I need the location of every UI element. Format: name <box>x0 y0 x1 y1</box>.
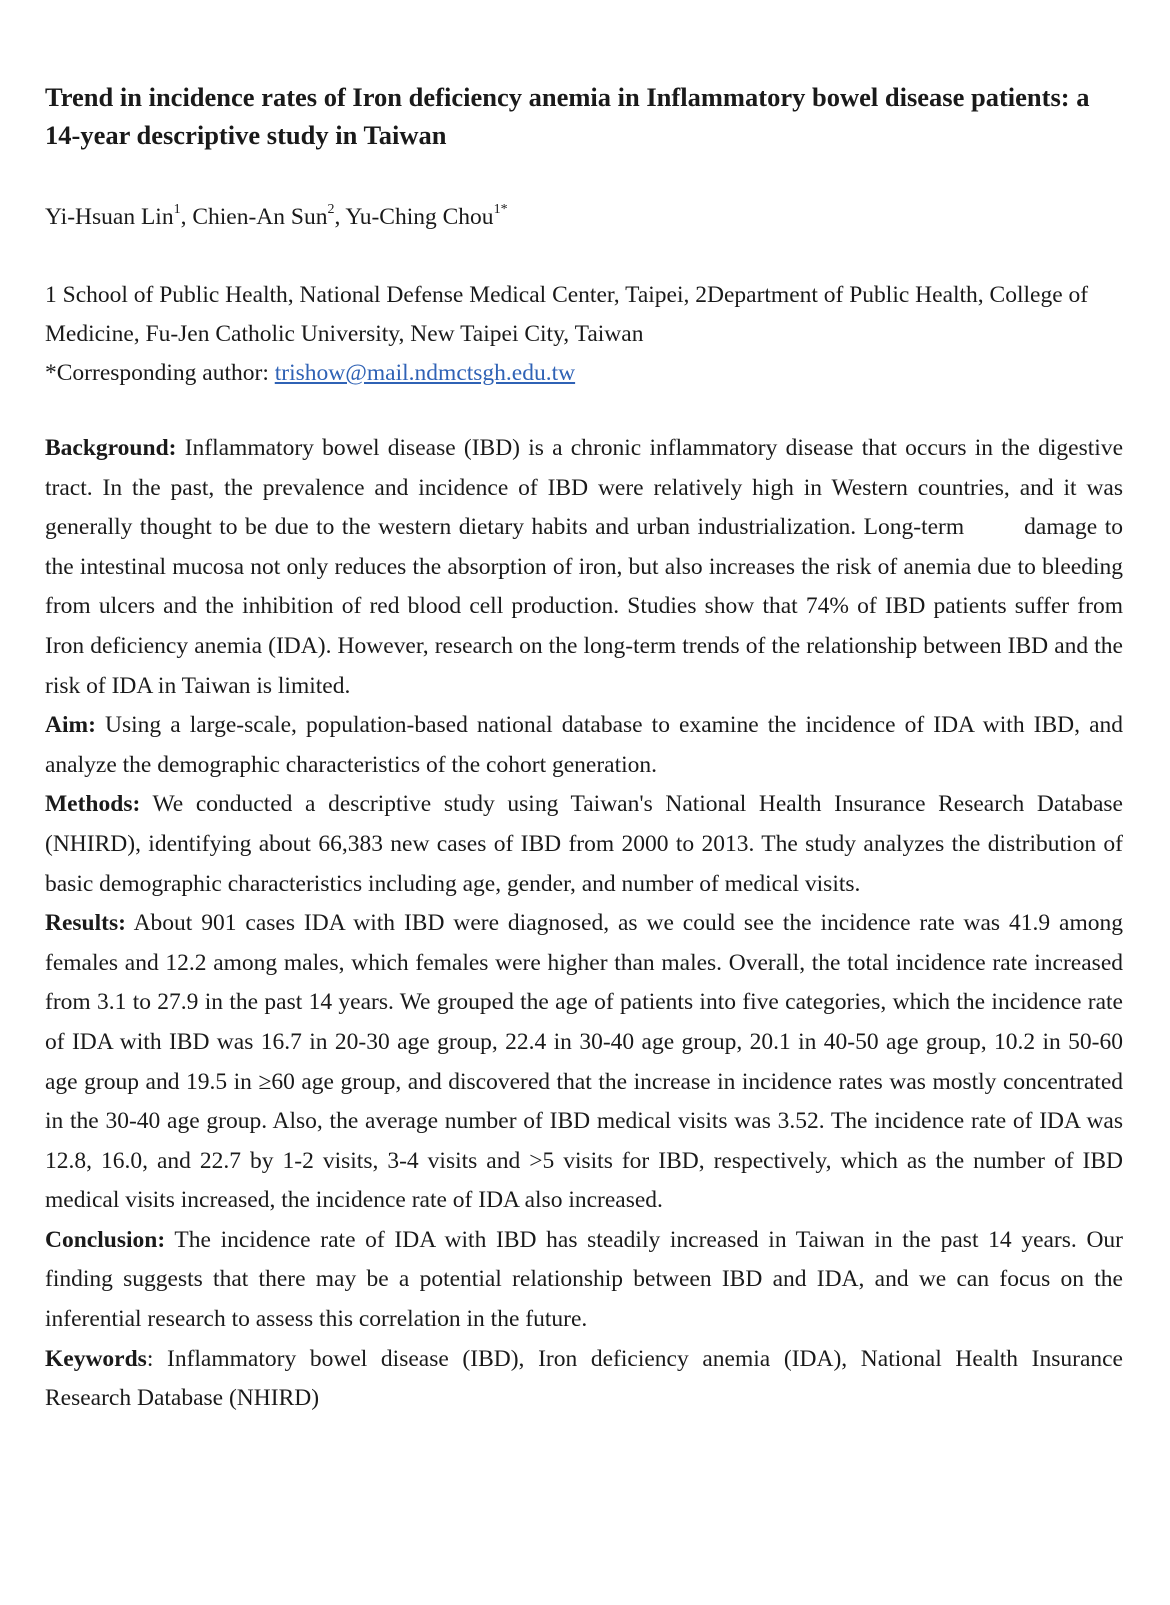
author-affiliation-marker: 2 <box>327 202 335 218</box>
methods-text: We conducted a descriptive study using Taiwan's National Health Insurance Research Database (NHIRD), identifying about 66,383 new cases of IBD from 2000 to 2013. The study analyzes the distribution of basic demographic characteristics including age, gender, and number of medical visits. <box>45 791 1123 897</box>
corresponding-author-label: *Corresponding author: <box>45 360 275 386</box>
corresponding-author-line <box>45 354 1123 393</box>
keywords-paragraph <box>45 1340 1123 1419</box>
results-text: About 901 cases IDA with IBD were diagnosed, as we could see the incidence rate was 41.9 among females and 12.2 among males, which females were higher than males. Overall, the total incidence rate increased from 3.1 to 27.9 in the past 14 years. We grouped the age of patients into five categories, which the incidence rate of IDA with IBD was 16.7 in 20-30 age group, 22.4 in 30-40 age group, 20.1 in 40-50 age group, 10.2 in 50-60 age group and 19.5 in ≥60 age group, and discovered that the increase in incidence rates was mostly concentrated in the 30-40 age group. Also, the average number of IBD medical visits was 3.52. The incidence rate of IDA was 12.8, 16.0, and 22.7 by 1-2 visits, 3-4 visits and >5 visits for IBD, respectively, which as the number of IBD medical visits increased, the incidence rate of IDA also increased. <box>45 910 1123 1214</box>
conclusion-text: The incidence rate of IDA with IBD has steadily increased in Taiwan in the past 14 years. Our finding suggests that there may be a potential relationship between IBD and IDA, and we can focus on the inferential research to assess this correlation in the future. <box>45 1226 1123 1333</box>
abstract <box>45 429 1123 1419</box>
affiliation-text: 1 School of Public Health, National Defense Medical Center, Taipei, 2Department of Public Health, College of Medicine, Fu-Jen Catholic University, New Taipei City, Taiwan <box>45 282 1089 347</box>
aim-label: Aim: <box>45 712 96 739</box>
author-separator: , <box>180 204 193 230</box>
background-label: Background: <box>45 435 177 461</box>
background-text-1: Inflammatory bowel disease (IBD) is a chronic inflammatory disease that occurs in the digestive tract. In the past, the prevalence and incidence of IBD were relatively high in Western countries, and it was generally thought to be due to the western dietary habits and urban industrialization. Long-term <box>45 435 1123 541</box>
author-name: Yu-Ching Chou <box>345 204 494 230</box>
background-paragraph <box>45 429 1123 706</box>
background-text-2: damage to the intestinal mucosa not only reduces the absorption of iron, but also increases the risk of anemia due to bleeding from ulcers and the inhibition of red blood cell production. Studies show that 74% of IBD patients suffer from Iron deficiency anemia (IDA). However, research on the long-term trends of the relationship between IBD and the risk of IDA in Taiwan is limited. <box>45 514 1123 699</box>
methods-label: Methods: <box>45 791 141 818</box>
author-separator: , <box>334 204 346 230</box>
author-affiliation-marker: 1 <box>173 202 181 218</box>
conclusion-paragraph <box>45 1221 1123 1340</box>
author-name: Yi-Hsuan Lin <box>45 204 174 230</box>
author-name: Chien-An Sun <box>192 204 328 230</box>
corresponding-email-link[interactable]: trishow@mail.ndmctsgh.edu.tw <box>274 360 576 386</box>
keywords-label: Keywords <box>45 1345 147 1372</box>
author-list <box>45 202 1123 232</box>
results-paragraph <box>45 904 1123 1221</box>
paper-page <box>45 78 1123 1419</box>
conclusion-label: Conclusion: <box>45 1226 166 1253</box>
methods-paragraph <box>45 785 1123 904</box>
affiliations <box>45 276 1123 393</box>
author-affiliation-marker: 1* <box>493 202 508 218</box>
keywords-text: : Inflammatory bowel disease (IBD), Iron deficiency anemia (IDA), National Health Insurance Research Database (NHIRD) <box>45 1345 1123 1412</box>
results-label: Results: <box>45 910 126 937</box>
paper-title: Trend in incidence rates of Iron deficiency anemia in Inflammatory bowel disease patients: a 14-year descriptive study in Taiwan <box>45 82 1090 150</box>
aim-text: Using a large-scale, population-based national database to examine the incidence of IDA with IBD, and analyze the demographic characteristics of the cohort generation. <box>45 712 1123 778</box>
aim-paragraph <box>45 706 1123 785</box>
